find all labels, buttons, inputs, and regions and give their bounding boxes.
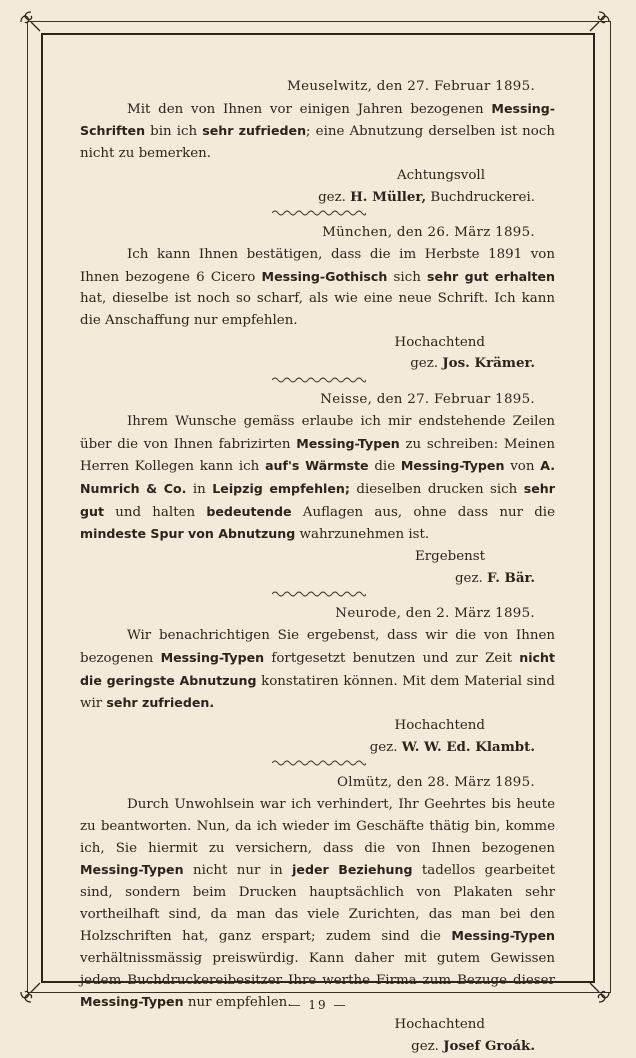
emphasis-text: Messing-Typen (296, 435, 400, 451)
body-text: ; eine Abnutzung derselben ist noch nicht zu bemerken. (80, 124, 555, 162)
emphasis-text: sehr zufrieden (202, 123, 307, 139)
wavy-rule (272, 759, 366, 767)
wavy-separator (80, 209, 555, 221)
corner-ornament-top-right (586, 9, 612, 35)
letter-place-date: Olmütz, den 28. März 1895. (336, 775, 535, 791)
wavy-separator (80, 759, 555, 771)
body-text: Ich kann Ihnen bestätigen, dass die im Herbste 1891 von Ihnen bezogene 6 Cicero (80, 246, 555, 285)
letter-signature (80, 737, 555, 759)
body-text: Ihrem Wunsche gemäss erlaube ich mir endstehende Zeilen über die von Ihnen fabrizirten (80, 413, 555, 452)
body-text: konstatiren können. Mit dem Material sind wir (80, 673, 555, 712)
body-text: zu schreiben: Meinen Herren Kollegen kann ich (80, 436, 555, 475)
body-text: tadellos gearbeitet sind, sondern beim Drucken hauptsächlich von Plakaten sehr vortheilhaft sind, da man das viele Zurichten, das man bei den Holzschriften hat, ganz erspart; zudem sind die (80, 863, 555, 945)
emphasis-text: sehr gut (80, 480, 555, 519)
wavy-rule (272, 590, 366, 598)
letter-body (80, 411, 555, 546)
letter-place-date: Meuselwitz, den 27. Februar 1895. (287, 79, 535, 94)
signature-name: W. W. Ed. Klambt. (401, 738, 535, 755)
letter-closing: Hochachtend (394, 717, 485, 733)
wavy-rule (272, 376, 366, 384)
letter-signature (80, 1036, 555, 1058)
page-number: — 19 — (288, 998, 348, 1012)
emphasis-text: Leipzig empfehlen; (212, 480, 350, 496)
letter-closing: Achtungsvoll (396, 167, 485, 183)
emphasis-text: sehr gut erhalten (427, 268, 555, 284)
wavy-separator (80, 376, 555, 388)
signature-suffix: Buchdruckerei. (426, 189, 535, 205)
letter-signature (80, 353, 555, 375)
body-text: Auflagen aus, ohne dass nur die (291, 504, 555, 520)
signature-name: H. Müller, (350, 188, 427, 205)
body-text: nur empfehlen. (183, 995, 292, 1011)
signature-name: Josef Groák. (443, 1037, 535, 1054)
letter-closing: Hochachtend (394, 334, 485, 350)
letter (80, 603, 555, 758)
emphasis-text: Messing-Typen (80, 862, 184, 878)
wavy-rule (272, 209, 366, 217)
body-text: Mit den von Ihnen vor einigen Jahren bezogenen (127, 101, 492, 117)
body-text: hat, dieselbe ist noch so scharf, als wie eine neue Schrift. Ich kann die Anschaffung nur empfehlen. (80, 291, 555, 329)
emphasis-text: Messing-Typen (160, 649, 265, 665)
letter-body (80, 244, 555, 332)
signature-prefix: gez. (369, 739, 402, 755)
body-text: bin ich (145, 124, 203, 140)
signature-prefix: gez. (411, 1038, 444, 1054)
emphasis-text: Messing-Typen (80, 994, 184, 1010)
letter-body (80, 98, 555, 165)
letter (80, 76, 555, 208)
letter-closing: Ergebenst (414, 549, 485, 565)
body-text: verhältnissmässig preiswürdig. Kann daher mit gutem Gewissen jedem Buchdruckereibesitzer Ihre werthe Firma zum Bezuge dieser (80, 951, 555, 988)
signature-prefix: gez. (318, 189, 351, 205)
signature-prefix: gez. (410, 356, 443, 372)
emphasis-text: bedeutende (206, 503, 292, 519)
signature-name: F. Bär. (487, 569, 535, 586)
letter (80, 389, 555, 589)
body-text: sich (387, 269, 428, 285)
body-text: dieselben drucken sich (349, 481, 524, 497)
corner-ornament-top-left (18, 9, 44, 35)
letter-signature (80, 187, 555, 209)
emphasis-text: mindeste Spur von Abnutzung (80, 526, 296, 542)
body-text: wahrzunehmen ist. (295, 527, 430, 543)
emphasis-text: nicht die geringste Abnutzung (80, 649, 555, 688)
letter-signature (80, 568, 555, 590)
signature-name: Jos. Krämer. (442, 355, 535, 372)
emphasis-text: Messing-Gothisch (261, 268, 388, 284)
body-text: und halten (104, 504, 207, 520)
letter-place-date: Neurode, den 2. März 1895. (335, 606, 535, 622)
emphasis-text: A. Numrich & Co. (80, 458, 555, 496)
body-text: Wir benachrichtigen Sie ergebenst, dass wir die von Ihnen bezogenen (80, 628, 555, 666)
letter-body (80, 625, 555, 715)
body-text: Durch Unwohlsein war ich verhindert, Ihr Geehrtes bis heute zu beantworten. Nun, da ich wieder im Geschäfte thätig bin, komme ich, Sie hiermit zu versichern, dass die von Ihnen bezogenen (80, 797, 555, 856)
letter-closing: Hochachtend (394, 1017, 485, 1033)
emphasis-text: Messing-Typen (451, 928, 555, 944)
letter (80, 222, 555, 375)
body-text: fortgesetzt benutzen und zur Zeit (264, 650, 520, 666)
emphasis-text: Messing-Schriften (80, 100, 555, 139)
signature-prefix: gez. (454, 570, 488, 586)
emphasis-text: Messing-Typen (400, 458, 505, 474)
body-text: die (368, 459, 401, 475)
wavy-separator (80, 590, 555, 602)
emphasis-text: auf's Wärmste (265, 458, 369, 474)
emphasis-text: jeder Beziehung (292, 862, 413, 878)
letter (80, 772, 555, 1057)
body-text: in (186, 481, 213, 497)
testimonials (80, 76, 555, 1058)
body-text: von (504, 459, 541, 475)
emphasis-text: sehr zufrieden. (106, 695, 215, 711)
letter-place-date: München, den 26. März 1895. (322, 225, 535, 241)
letter-place-date: Neisse, den 27. Februar 1895. (320, 392, 535, 408)
body-text: nicht nur in (183, 863, 293, 879)
letter-body (80, 794, 555, 1014)
